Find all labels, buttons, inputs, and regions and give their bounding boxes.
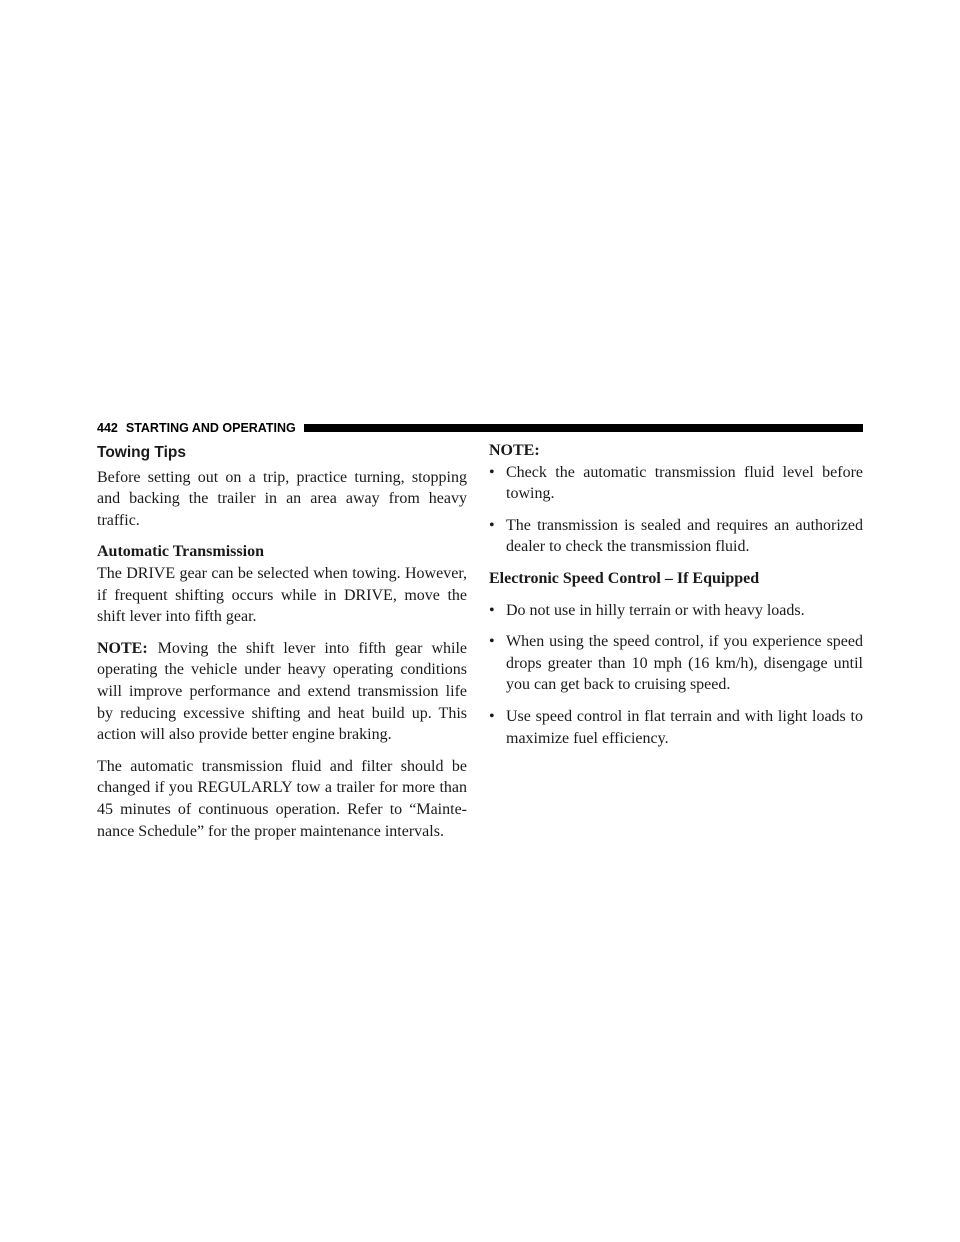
bullet-icon: • — [489, 463, 495, 481]
towing-intro-paragraph: Before setting out on a trip, practice turning, stopping and backing the trailer in an area away from heavy traffic. — [97, 468, 467, 529]
note-label: NOTE: — [97, 639, 148, 657]
speed-control-heading: Electronic Speed Control – If Equipped — [489, 569, 760, 587]
note-list — [489, 462, 863, 558]
page-number: 442 — [97, 421, 118, 435]
list-item: • The transmission is sealed and requires an authorized dealer to check the transmission fluid. — [489, 516, 863, 556]
list-item: • Use speed control in flat terrain and with light loads to maximize fuel efficiency. — [489, 707, 863, 747]
section-title: STARTING AND OPERATING — [125, 421, 296, 435]
list-item: • Do not use in hilly terrain or with heavy loads. — [489, 600, 863, 622]
bullet-icon: • — [489, 516, 495, 534]
page-header — [97, 420, 863, 436]
left-column — [97, 440, 467, 852]
note-paragraph — [97, 638, 467, 746]
bullet-icon: • — [489, 601, 495, 619]
towing-tips-heading: Towing Tips — [97, 444, 186, 461]
bullet-icon: • — [489, 707, 495, 725]
list-item: • When using the speed control, if you experience speed drops greater than 10 mph (16 km/h), disengage until you can get back to cruising speed. — [489, 633, 863, 694]
speed-control-list — [489, 600, 863, 750]
header-rule — [304, 424, 863, 432]
note-heading: NOTE: — [489, 442, 540, 459]
automatic-transmission-paragraph: The DRIVE gear can be selected when towing. However, if frequent shifting occurs while in DRIVE, move the shift lever into fifth gear. — [97, 564, 467, 626]
list-item: • Check the automatic transmission fluid level before towing. — [489, 463, 863, 503]
automatic-transmission-heading: Automatic Transmission — [97, 543, 264, 561]
right-column — [489, 440, 863, 759]
bullet-icon: • — [489, 633, 495, 651]
note-text: Moving the shift lever into fifth gear while operating the vehicle under heavy operating conditions will improve performance and extend transmission life by reducing excessive shifting and heat build up. This action will also provide better engine braking. — [97, 639, 467, 744]
fluid-change-paragraph: The automatic transmission fluid and filter should be changed if you REGULARLY tow a trailer for more than 45 minutes of continuous operation. Refer to “Mainte-nance Schedule” for the proper maintenance intervals. — [97, 757, 467, 840]
